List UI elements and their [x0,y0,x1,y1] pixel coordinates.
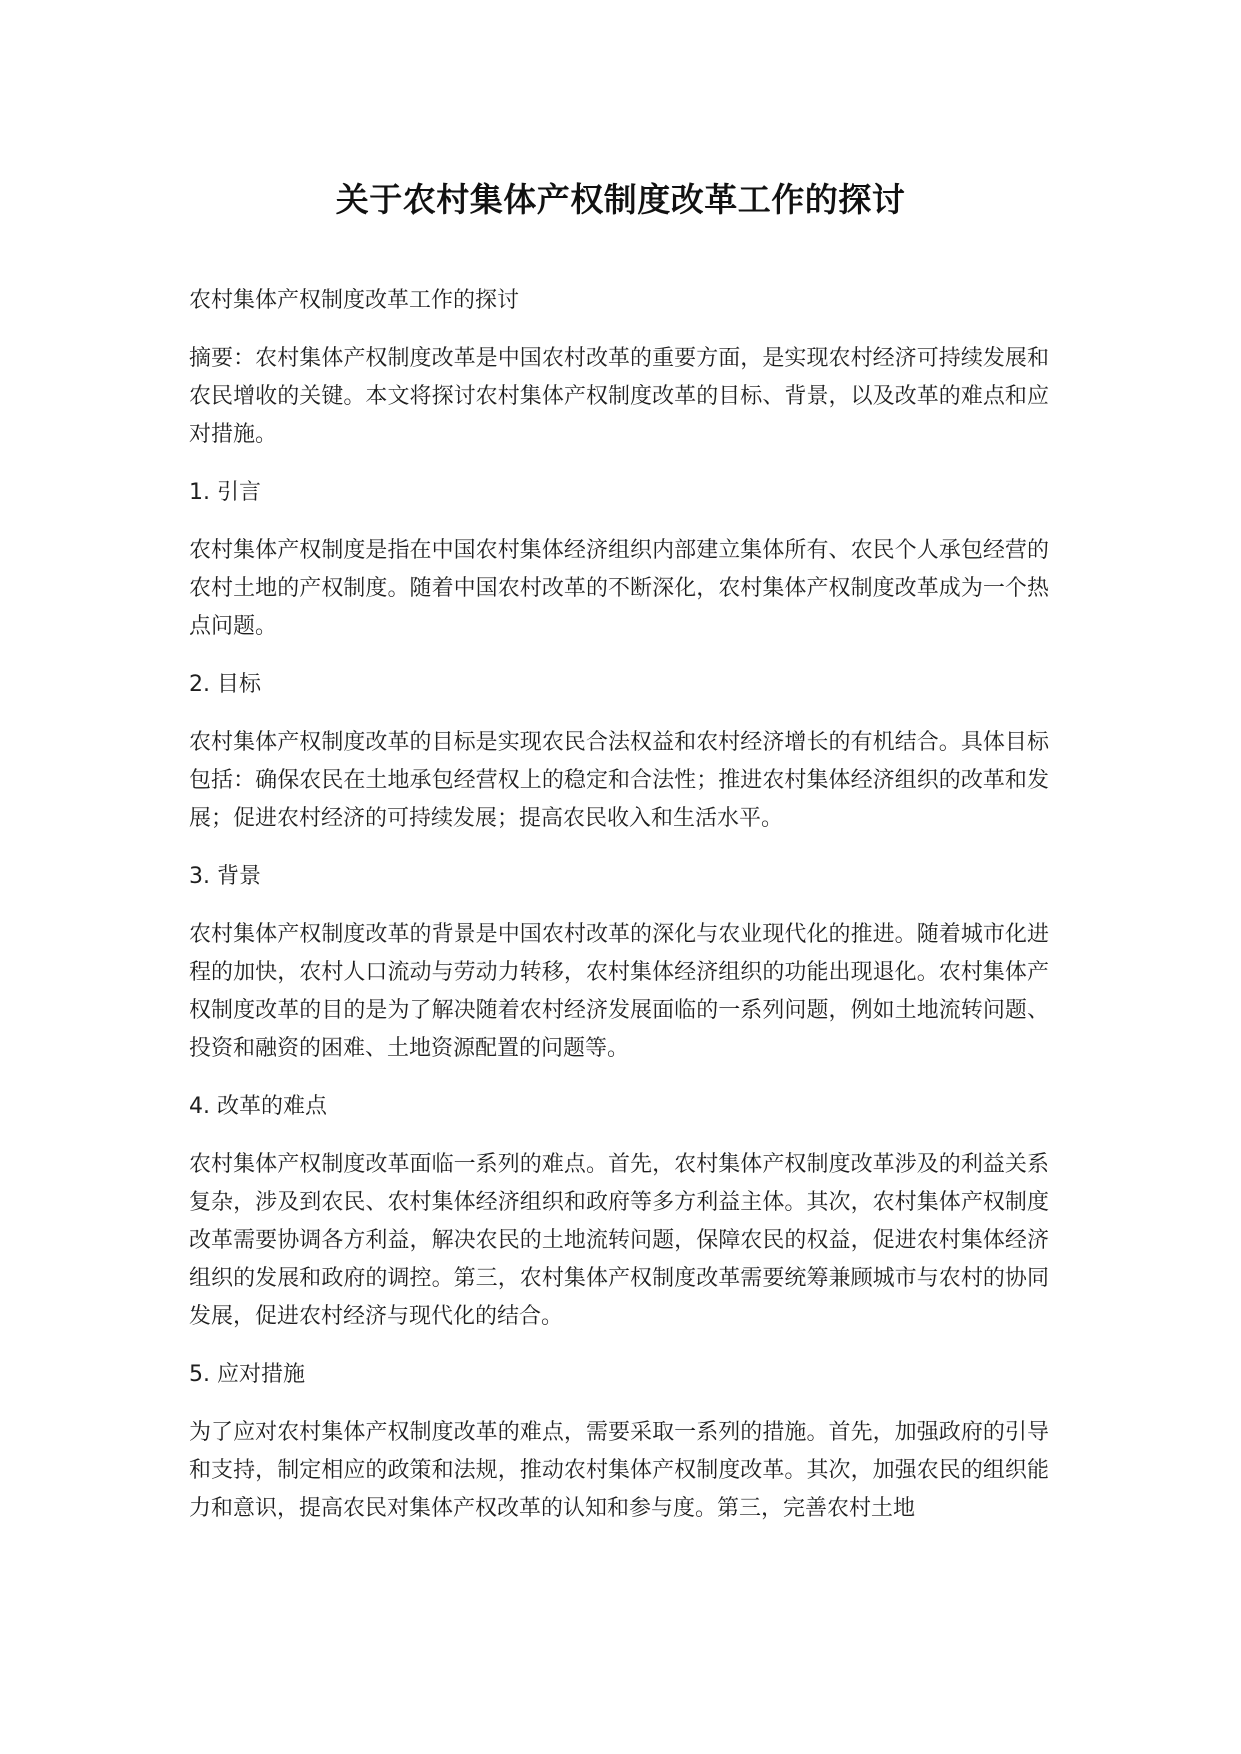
section-text-introduction: 农村集体产权制度是指在中国农村集体经济组织内部建立集体所有、农民个人承包经营的农村土地的产权制度。随着中国农村改革的不断深化，农村集体产权制度改革成为一个热点问题。 [189,538,1049,639]
section-text-measures: 为了应对农村集体产权制度改革的难点，需要采取一系列的措施。首先，加强政府的引导和支持，制定相应的政策和法规，推动农村集体产权制度改革。其次，加强农民的组织能力和意识，提高农民对集体产权改革的认知和参与度。第三，完善农村土地 [189,1420,1049,1521]
document-body [189,282,1049,1548]
section-heading-measures: 5. 应对措施 [189,1362,305,1387]
document-subtitle: 农村集体产权制度改革工作的探讨 [189,288,520,313]
section-heading-introduction: 1. 引言 [189,480,261,505]
section-text-difficulties: 农村集体产权制度改革面临一系列的难点。首先，农村集体产权制度改革涉及的利益关系复杂，涉及到农民、农村集体经济组织和政府等多方利益主体。其次，农村集体产权制度改革需要协调各方利益，解决农民的土地流转问题，保障农民的权益，促进农村集体经济组织的发展和政府的调控。第三，农村集体产权制度改革需要统筹兼顾城市与农村的协同发展，促进农村经济与现代化的结合。 [189,1152,1049,1329]
section-text-goals: 农村集体产权制度改革的目标是实现农民合法权益和农村经济增长的有机结合。具体目标包括：确保农民在土地承包经营权上的稳定和合法性；推进农村集体经济组织的改革和发展；促进农村经济的可持续发展；提高农民收入和生活水平。 [189,730,1049,831]
abstract-paragraph: 摘要：农村集体产权制度改革是中国农村改革的重要方面，是实现农村经济可持续发展和农民增收的关键。本文将探讨农村集体产权制度改革的目标、背景，以及改革的难点和应对措施。 [189,346,1049,447]
section-heading-background: 3. 背景 [189,864,261,889]
section-heading-difficulties: 4. 改革的难点 [189,1094,327,1119]
document-title: 关于农村集体产权制度改革工作的探讨 [335,180,906,219]
section-heading-goals: 2. 目标 [189,672,261,697]
section-text-background: 农村集体产权制度改革的背景是中国农村改革的深化与农业现代化的推进。随着城市化进程的加快，农村人口流动与劳动力转移，农村集体经济组织的功能出现退化。农村集体产权制度改革的目的是为了解决随着农村经济发展面临的一系列问题，例如土地流转问题、投资和融资的困难、土地资源配置的问题等。 [189,922,1049,1061]
